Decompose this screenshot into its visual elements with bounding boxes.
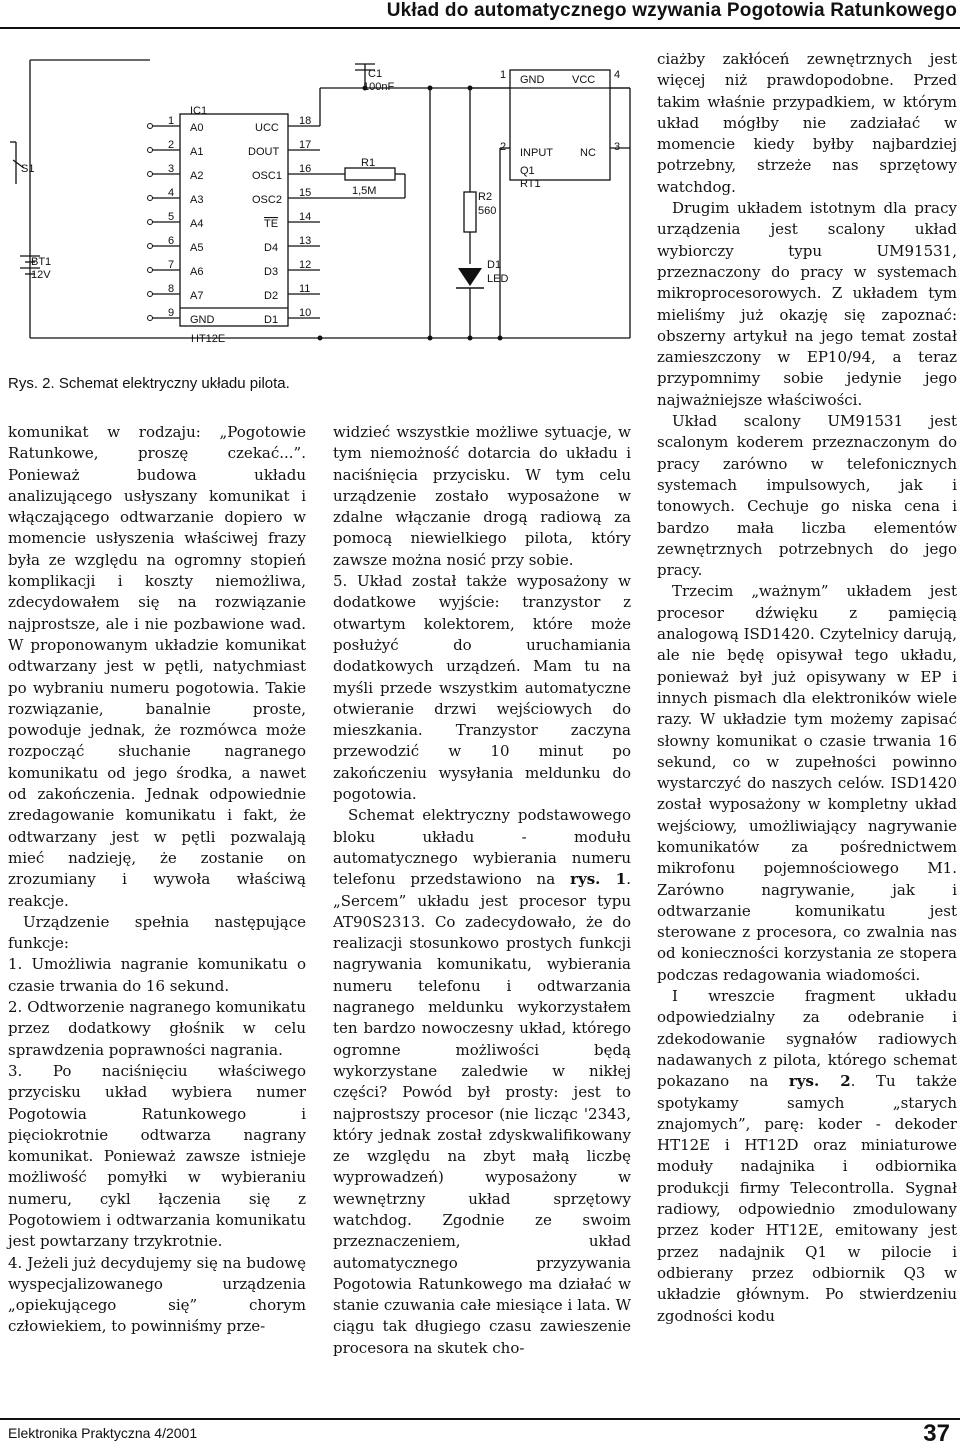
switch-label: S1 bbox=[21, 163, 35, 175]
paragraph: 4. Jeżeli już decydujemy się na budowę wyspecjalizowanego urządzenia „opiekującego się” chorym człowiekiem, to powinniśmy prze- bbox=[8, 1253, 306, 1336]
r2-value: 560 bbox=[478, 205, 497, 217]
ic1-pin-num: 10 bbox=[299, 307, 312, 319]
q1-part: RT1 bbox=[520, 178, 541, 190]
ic1-pin-num: 3 bbox=[168, 163, 175, 175]
figure-reference: rys. 2 bbox=[788, 1072, 851, 1091]
ic1-pin-label: A1 bbox=[190, 146, 204, 158]
ic1-pin-label: A0 bbox=[190, 122, 204, 134]
paragraph-text: Schemat elektryczny podstawowego bloku układu - modułu automatycznego wybierania numeru telefonu przedstawiono na bbox=[333, 806, 631, 889]
paragraph: Urządzenie spełnia następujące funkcje: bbox=[8, 912, 306, 953]
ic1-pin-num: 7 bbox=[168, 259, 175, 271]
ic1-pin-label: D3 bbox=[264, 266, 279, 278]
ic1-pin-num: 15 bbox=[299, 187, 312, 199]
paragraph-text: . „Sercem” układu jest procesor typu AT90S2313. Co zadecydowało, że do realizacji stosunkowo prostych funkcji nagrywania komunikatu, wybierania numeru telefonu i odtwarzania nagranego meldunku wykorzystałem ten bardzo nowoczesny układ, którego ogromne możliwości będą wykorzystane zaledwie w nikłej części? Powód był prosty: jest to najprostszy procesor (nie licząc '2343, który jednak został zdyskwalifikowany ze względu na zbyt małą liczbę wyprowadzeń) wyposażony w wewnętrzny układ sprzętowy watchdog. Zgodnie ze swoim przeznaczeniem, układ automatycznego przyzywania Pogotowia Ratunkowego ma działać w stanie czuwania całe miesiące i lata. W ciągu tak długiego czasu zawieszenie procesora na skutek cho- bbox=[333, 870, 631, 1357]
ic1-pin-num: 6 bbox=[168, 235, 175, 247]
ic1-pin-num: 18 bbox=[299, 115, 312, 127]
footer-magazine: Elektronika Praktyczna 4/2001 bbox=[8, 1425, 198, 1441]
ic1-pin-label: D1 bbox=[264, 314, 279, 326]
text-column-2 bbox=[333, 422, 631, 1359]
paragraph: 2. Odtworzenie nagranego komunikatu przez dodatkowy głośnik w celu sprawdzenia poprawności nagrania. bbox=[8, 998, 306, 1059]
r2-name: R2 bbox=[478, 191, 493, 203]
paragraph: Układ scalony UM91531 jest scalonym koderem przeznaczonym do pracy zarówno w telefonicznych systemach impulsowych, jak i tonowych. Cechuje go niska cena i bardzo mała liczba elementów zewnętrznych potrzebnych do jego pracy. bbox=[657, 412, 957, 580]
q1-pin-label: INPUT bbox=[520, 147, 553, 159]
ic1-pin-num: 17 bbox=[299, 139, 312, 151]
ic1-pin-label: D4 bbox=[264, 242, 279, 254]
ic1-pin-label: OSC1 bbox=[252, 170, 282, 182]
ic1-pin-label: OSC2 bbox=[252, 194, 282, 206]
c1-value: 100nF bbox=[363, 81, 395, 93]
ic1-pin-label: A3 bbox=[190, 194, 204, 206]
q1-pin-num: 2 bbox=[500, 141, 507, 153]
paragraph: widzieć wszystkie możliwe sytuacje, w tym niemożność dotarcia do układu i naciśnięcia przycisku. W tym celu urządzenie zostało wyposażone w zdalne włączanie drogą radiową za pomocą niewielkiego pilota, który zawsze można nosić przy sobie. bbox=[333, 423, 631, 569]
paragraph: 3. Po naciśnięciu właściwego przycisku układ wybiera numer Pogotowia Ratunkowego i pięciokrotnie odtwarza nagrany komunikat. Ponieważ zawsze istnieje możliwość pomyłki w wybieraniu numeru, cykl łączenia się z Pogotowiem i odtwarzania komunikatu jest powtarzany trzykrotnie. bbox=[8, 1061, 306, 1251]
d1-name: D1 bbox=[487, 259, 502, 271]
ic1-pin-label: D2 bbox=[264, 290, 279, 302]
ic1-pin-label: TE bbox=[264, 218, 279, 230]
ic1-pin-label: GND bbox=[190, 314, 215, 326]
q1-pin-num: 1 bbox=[500, 69, 507, 81]
q1-pin-label: GND bbox=[520, 74, 545, 86]
battery-voltage: 12V bbox=[31, 269, 51, 281]
paragraph: komunikat w rodzaju: „Pogotowie Ratunkowe, proszę czekać...”. Ponieważ budowa układu analizującego usłyszany komunikat i włączającego odtwarzanie dopiero w momencie usłyszenia właściwej frazy była ze względu na ogromny stopień komplikacji i koszty niemożliwa, zdecydowałem się na rozwiązanie najprostsze, ale i nie pozbawione wad. W proponowanym układzie komunikat odtwarzany jest w pętli, natychmiast po wybraniu numeru pogotowia. Takie rozwiązanie, banalnie proste, powoduje jednak, że rozmówca może rozpocząć słuchanie nagranego komunikatu od jego środka, a nawet od zakończenia. Jednak odpowiednie zredagowanie komunikatu i fakt, że odtwarzany jest w pętli pozwalają mieć nadzieję, że zostanie on zrozumiany i wywoła właściwą reakcje. bbox=[8, 423, 306, 910]
ic1-pin-label: UCC bbox=[255, 122, 279, 134]
text-column-1 bbox=[8, 422, 306, 1338]
q1-pin-num: 4 bbox=[614, 69, 621, 81]
ic1-pin-label: DOUT bbox=[248, 146, 280, 158]
ic1-pin-num: 4 bbox=[168, 187, 175, 199]
battery-label: BT1 bbox=[31, 256, 52, 268]
ic1-pin-num: 13 bbox=[299, 235, 312, 247]
ic1-pin-num: 14 bbox=[299, 211, 312, 223]
footer-rule bbox=[0, 1418, 960, 1420]
r1-value: 1,5M bbox=[352, 185, 377, 197]
paragraph-text: . Tu także spotykamy samych „starych znajomych”, parę: koder - dekoder HT12E i HT12D oraz miniaturowe moduły nadajnika i odbiornika produkcji firmy Telecontrolla. Sygnał radiowy, odpowiednio zmodulowany przez koder HT12E, emitowany jest przez nadajnik Q1 w pilocie i odbierany przez odbiornik Q3 w układzie głównym. Po stwierdzeniu zgodności kodu bbox=[657, 1072, 958, 1325]
paragraph: 5. Układ został także wyposażony w dodatkowe wyjście: tranzystor z otwartym kolektorem, które może posłużyć do uruchamiania dodatkowych urządzeń. Mam tu na myśli przede wszystkim automatyczne otwieranie drzwi wejściowych do mieszkania. Tranzystor zaczyna przewodzić w 10 minut po zakończeniu wysyłania meldunku do pogotowia. bbox=[333, 572, 631, 804]
d1-value: LED bbox=[487, 273, 509, 285]
paragraph: ciażby zakłóceń zewnętrznych jest więcej niż prawdopodobne. Przed takim właśnie przypadkiem, w którym układ mógłby nie zadziałać w momencie kiedy byłby najbardziej potrzebny, strzeże nas sprzętowy watchdog. bbox=[657, 50, 957, 196]
c1-name: C1 bbox=[368, 68, 383, 80]
ic1-pin-num: 9 bbox=[168, 307, 175, 319]
q1-pin-num: 3 bbox=[614, 141, 621, 153]
ic1-pin-label: A6 bbox=[190, 266, 204, 278]
ic1-pin-num: 12 bbox=[299, 259, 312, 271]
ic1-pin-label: A4 bbox=[190, 218, 204, 230]
figure-reference: rys. 1 bbox=[570, 870, 627, 889]
paragraph: Trzecim „ważnym” układem jest procesor dźwięku z pamięcią analogową ISD1420. Czytelnicy darują, ale nie będę opisywał tego układu, ponieważ był już opisywany w EP i innych pismach dla elektroników wiele razy. W układzie tym możemy zapisać słowny komunikat o czasie trwania 16 sekund, co w zupełności powinno wystarczyć do naszych celów. ISD1420 został wyposażony w kompletny układ wejściowy, umożliwiający nagrywanie komunikatów za pośrednictwem mikrofonu pojemnościowego M1. Zarówno nagrywanie, jak i odtwarzanie komunikatu jest sterowane z procesora, co zwalnia nas od konieczności korzystania ze stopera podczas redagowania wiadomości. bbox=[657, 582, 957, 984]
paragraph: Drugim układem istotnym dla pracy urządzenia jest scalony układ wybiorczy typu UM91531, przeznaczony do pracy w systemach mikroprocesorowych. Z układem tym mieliśmy już okazję się zapoznać: obszerny artykuł na jego temat został zamieszczony w EP10/94, a teraz przypomnimy sobie jedynie jego najważniejsze właściwości. bbox=[657, 199, 957, 409]
paragraph: 1. Umożliwia nagranie komunikatu o czasie trwania do 16 sekund. bbox=[8, 955, 306, 995]
q1-name: Q1 bbox=[520, 165, 535, 177]
ic1-pin-num: 8 bbox=[168, 283, 175, 295]
ic1-pin-num: 5 bbox=[168, 211, 175, 223]
ic1-pin-label: A5 bbox=[190, 242, 204, 254]
ic1-pin-num: 2 bbox=[168, 139, 175, 151]
r1-name: R1 bbox=[361, 157, 376, 169]
schematic-diagram bbox=[0, 42, 645, 372]
figure-caption: Rys. 2. Schemat elektryczny układu pilota. bbox=[8, 375, 290, 392]
ic1-pin-num: 1 bbox=[168, 115, 175, 127]
q1-pin-label: NC bbox=[580, 147, 596, 159]
ic1-pin-num: 11 bbox=[299, 283, 311, 295]
ic1-pin-label: A7 bbox=[190, 290, 204, 302]
paragraph-text: I wreszcie fragment układu odpowiedzialny za odebranie i zdekodowanie sygnałów radiowych nadawanych z pilota, którego schemat pokazano na bbox=[657, 987, 957, 1091]
ic1-name: IC1 bbox=[190, 105, 208, 117]
text-column-3 bbox=[657, 49, 957, 1327]
ic1-part: HT12E bbox=[191, 333, 226, 345]
paragraph bbox=[333, 805, 631, 1359]
page-number: 37 bbox=[923, 1420, 950, 1447]
header-rule bbox=[0, 27, 960, 29]
q1-pin-label: VCC bbox=[572, 74, 596, 86]
header-title: Układ do automatycznego wzywania Pogotowia Ratunkowego bbox=[386, 0, 957, 21]
paragraph bbox=[657, 986, 957, 1327]
ic1-pin-label: A2 bbox=[190, 170, 204, 182]
ic1-pin-num: 16 bbox=[299, 163, 312, 175]
